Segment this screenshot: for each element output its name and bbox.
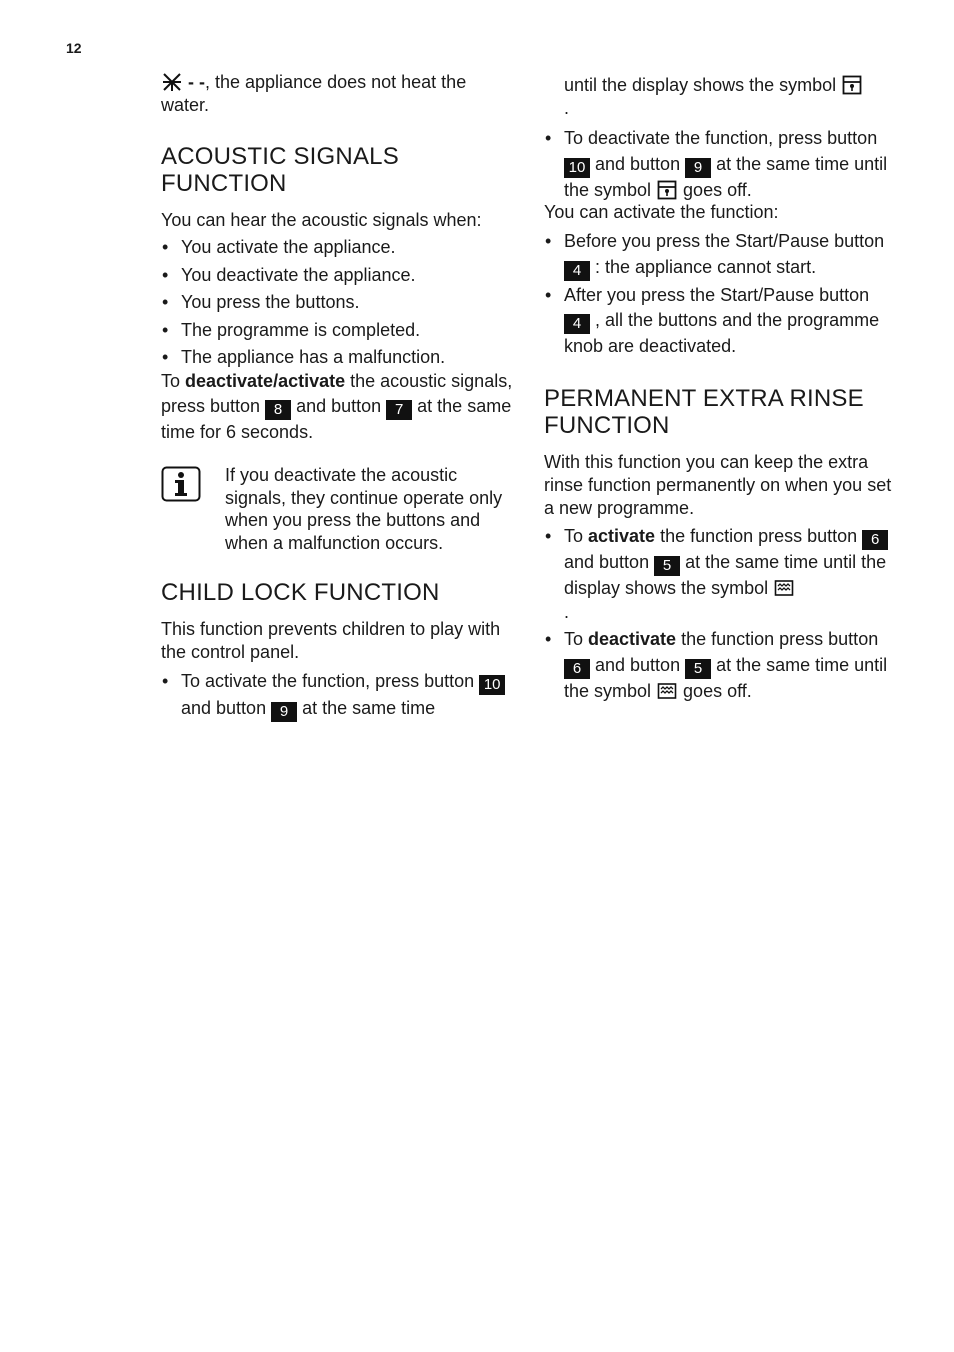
button-8-ref: 8 <box>265 400 291 420</box>
list-item: • After you press the Start/Pause button 4 , all the buttons and the programme knob are deactivated. <box>544 283 896 359</box>
button-10-ref: 10 <box>564 158 590 178</box>
child-lock-icon <box>842 75 862 95</box>
button-9-ref: 9 <box>271 702 297 722</box>
list-item: • To activate the function, press button 10 and button 9 at the same time <box>161 668 513 722</box>
child-lock-continued: until the display shows the symbol . <box>544 74 896 120</box>
heater-intro: - -, the appliance does not heat the water. <box>161 72 467 115</box>
button-6-ref: 6 <box>862 530 888 550</box>
acoustic-instruction: To deactivate/activate the acoustic signals, press button 8 and button 7 at the same time for 6 seconds. <box>161 371 513 442</box>
list-item: • To activate the function press button 6 and button 5 at the same time until the display shows the symbol . <box>544 524 896 624</box>
button-9-ref: 9 <box>685 158 711 178</box>
button-10-ref: 10 <box>479 675 505 695</box>
extra-rinse-list <box>544 524 896 705</box>
acoustic-heading: ACOUSTIC SIGNALS FUNCTION <box>161 143 399 197</box>
list-item: • Before you press the Start/Pause button 4 : the appliance cannot start. <box>544 229 896 281</box>
list-item: • The appliance has a malfunction. <box>161 346 513 369</box>
child-lock-icon <box>657 180 677 200</box>
info-text: If you deactivate the acoustic signals, they continue operate only when you press the buttons and when a malfunction occurs. <box>225 465 503 553</box>
list-item: • You activate the appliance. <box>161 236 513 259</box>
button-7-ref: 7 <box>386 400 412 420</box>
acoustic-list <box>161 236 513 369</box>
left-column <box>161 70 513 722</box>
child-lock-list <box>161 668 513 722</box>
activate-conditions-list <box>544 229 896 359</box>
right-column <box>544 70 896 704</box>
child-lock-deactivate-list <box>544 126 896 203</box>
button-4-ref: 4 <box>564 261 590 281</box>
activate-intro: You can activate the function: <box>544 202 779 222</box>
button-5-ref: 5 <box>654 556 680 576</box>
list-item: • To deactivate the function, press button 10 and button 9 at the same time until the symbol goes off. <box>544 126 896 203</box>
list-item: • The programme is completed. <box>161 319 513 342</box>
info-icon <box>161 466 201 502</box>
list-item: • You deactivate the appliance. <box>161 264 513 287</box>
heater-off-icon <box>161 72 183 92</box>
extra-rinse-heading: PERMANENT EXTRA RINSE FUNCTION <box>544 384 864 439</box>
info-note <box>161 464 513 554</box>
page-number: 12 <box>66 40 82 56</box>
button-5-ref: 5 <box>685 659 711 679</box>
child-lock-intro: This function prevents children to play with the control panel. <box>161 619 501 662</box>
extra-rinse-intro: With this function you can keep the extra rinse function permanently on when you set a new programme. <box>544 451 892 518</box>
button-4-ref: 4 <box>564 314 590 334</box>
list-item: • You press the buttons. <box>161 291 513 314</box>
list-item: • To deactivate the function press button 6 and button 5 at the same time until the symbol goes off. <box>544 627 896 704</box>
heater-off-dashes: - - <box>183 72 205 92</box>
extra-rinse-icon <box>774 578 794 598</box>
acoustic-intro: You can hear the acoustic signals when: <box>161 210 482 230</box>
extra-rinse-icon <box>657 681 677 701</box>
child-lock-heading: CHILD LOCK FUNCTION <box>161 579 440 606</box>
button-6-ref: 6 <box>564 659 590 679</box>
